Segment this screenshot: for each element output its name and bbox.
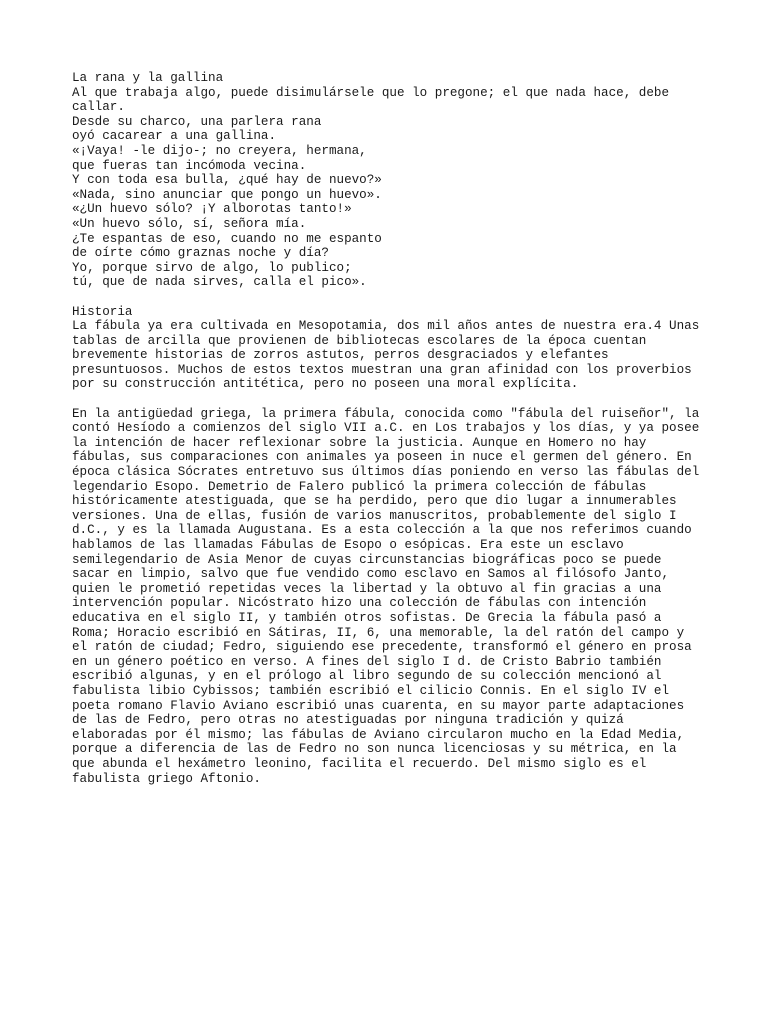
verse-line: «Un huevo sólo, sí, señora mía. <box>72 216 307 231</box>
paragraph-line: hablamos de las llamadas Fábulas de Esopo o esópicas. Era este un esclavo <box>72 538 624 552</box>
paragraph-line: de las de Fedro, pero otras no atestiguadas por ninguna tradición y quizá <box>72 713 624 728</box>
verse-line: oyó cacarear a una gallina. <box>72 129 277 144</box>
paragraph-line: En la antigüedad griega, la primera fábula, conocida como "fábula del ruiseñor", la <box>72 406 700 421</box>
paragraph-line: poeta romano Flavio Aviano escribió unas cuarenta, en su mayor parte adaptaciones <box>72 698 685 713</box>
verse-line: «¡Vaya! -le dijo-; no creyera, hermana, <box>72 143 367 158</box>
paragraph-line: intervención popular. Nicóstrato hizo una colección de fábulas con intención <box>72 596 647 611</box>
paragraph-line: brevemente historias de zorros astutos, perros desgraciados y elefantes <box>72 348 609 363</box>
verse-line: tú, que de nada sirves, calla el pico». <box>72 275 367 290</box>
paragraph-line: escribió algunas, y en el prólogo al libro segundo de su colección mencionó al <box>72 669 662 684</box>
fable-section <box>72 71 702 290</box>
verse-line: ¿Te espantas de eso, cuando no me espanto <box>72 231 382 246</box>
paragraph-line: porque a diferencia de las de Fedro no son nunca licenciosas y su métrica, en la <box>72 742 677 757</box>
verse-line: «¿Un huevo sólo? ¡Y alborotas tanto!» <box>72 202 352 217</box>
verse-line: «Nada, sino anunciar que pongo un huevo». <box>72 187 382 202</box>
fable-moral <box>72 86 702 115</box>
paragraph-line: contó Hesíodo a comienzos del siglo VII a.C. en Los trabajos y los días, y ya posee <box>72 421 700 436</box>
verse-line: Y con toda esa bulla, ¿qué hay de nuevo?» <box>72 173 382 188</box>
history-paragraph-1 <box>72 319 702 392</box>
paragraph-line: fabulista griego Aftonio. <box>72 771 261 786</box>
paragraph-line: fábulas, sus comparaciones con animales ya poseen in nuce el germen del género. En <box>72 450 692 465</box>
history-heading: Historia <box>72 304 133 319</box>
paragraph-line: semilegendario de Asia Menor de cuyas circunstancias biográficas poco se puede <box>72 552 662 567</box>
paragraph-gap <box>72 392 702 407</box>
paragraph-line: d.C., y es la llamada Augustana. Es a esta colección a la que nos referimos cuando <box>72 523 692 538</box>
paragraph-line: educativa en el siglo II, y también otros sofistas. De Grecia la fábula pasó a <box>72 610 662 625</box>
fable-title: La rana y la gallina <box>72 71 224 85</box>
fable-verses <box>72 115 702 290</box>
paragraph-line: fabulista libio Cybissos; también escribió el cilicio Connis. En el siglo IV el <box>72 683 670 698</box>
paragraph-line: la intención de hacer reflexionar sobre la justicia. Aunque en Homero no hay <box>72 435 647 450</box>
section-gap <box>72 290 702 305</box>
history-section <box>72 305 702 787</box>
paragraph-line: elaboradas por él mismo; las fábulas de Aviano circularon mucho en la Edad Media, <box>72 727 685 742</box>
moral-line: Al que trabaja algo, puede disimulársele que lo pregone; el que nada hace, debe <box>72 85 670 100</box>
paragraph-line: presuntuosos. Muchos de estos textos muestran una gran afinidad con los proverbios <box>72 362 692 377</box>
moral-line: callar. <box>72 100 125 115</box>
paragraph-line: quien le prometió repetidas veces la libertad y la obtuvo al fin gracias a una <box>72 581 662 596</box>
paragraph-line: versiones. Una de ellas, fusión de varios manuscritos, probablemente del siglo I <box>72 508 677 523</box>
paragraph-line: históricamente atestiguada, que se ha perdido, pero que dio lugar a innumerables <box>72 494 677 509</box>
verse-line: Desde su charco, una parlera rana <box>72 114 322 129</box>
paragraph-line: que abunda el hexámetro leonino, facilita el recuerdo. Del mismo siglo es el <box>72 756 647 771</box>
paragraph-line: tablas de arcilla que provienen de bibliotecas escolares de la época cuentan <box>72 333 647 348</box>
document-page <box>72 71 702 786</box>
paragraph-line: sacar en limpio, salvo que fue vendido como esclavo en Samos al filósofo Janto, <box>72 567 670 582</box>
paragraph-line: legendario Esopo. Demetrio de Falero publicó la primera colección de fábulas <box>72 479 647 494</box>
paragraph-line: por su construcción antitética, pero no poseen una moral explícita. <box>72 377 579 392</box>
verse-line: que fueras tan incómoda vecina. <box>72 158 307 173</box>
paragraph-line: el ratón de ciudad; Fedro, siguiendo ese precedente, transformó el género en prosa <box>72 640 692 655</box>
paragraph-line: época clásica Sócrates entretuvo sus últimos días poniendo en verso las fábulas del <box>72 465 700 480</box>
paragraph-line: La fábula ya era cultivada en Mesopotamia, dos mil años antes de nuestra era.4 Unas <box>72 319 700 334</box>
verse-line: de oírte cómo graznas noche y día? <box>72 246 329 261</box>
verse-line: Yo, porque sirvo de algo, lo publico; <box>72 260 352 275</box>
paragraph-line: Roma; Horacio escribió en Sátiras, II, 6, una memorable, la del ratón del campo y <box>72 625 685 640</box>
paragraph-line: en un género poético en verso. A fines del siglo I d. de Cristo Babrio también <box>72 654 662 669</box>
history-paragraph-2 <box>72 407 702 786</box>
